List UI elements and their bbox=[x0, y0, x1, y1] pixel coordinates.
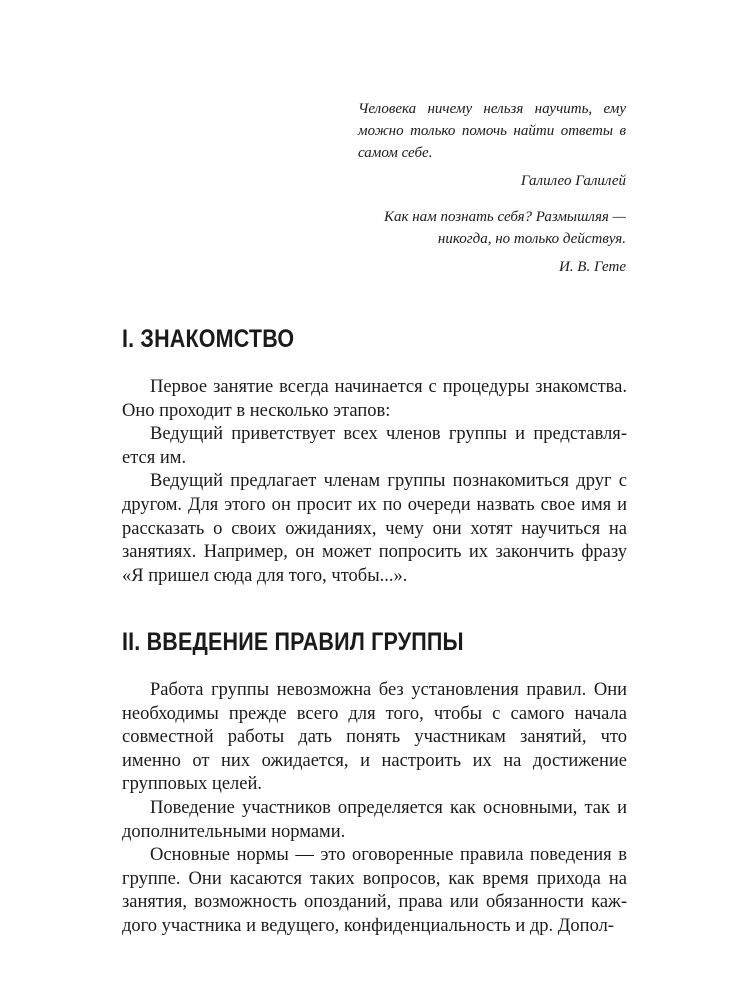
epigraph-author: Галилео Галилей bbox=[520, 173, 626, 189]
epigraph-author: И. В. Гете bbox=[558, 259, 626, 275]
paragraph: Поведение участников определяется как основными, так и дополнительными нормами. bbox=[122, 797, 627, 842]
epigraphs bbox=[358, 98, 626, 292]
epigraph-goethe bbox=[358, 206, 626, 278]
section-group-rules bbox=[122, 628, 627, 939]
epigraph-galileo bbox=[358, 98, 626, 192]
section-heading: I. ЗНАКОМСТВО bbox=[122, 325, 295, 353]
section-introduction bbox=[122, 325, 627, 588]
section-heading: II. ВВЕДЕНИЕ ПРАВИЛ ГРУППЫ bbox=[122, 628, 464, 656]
epigraph-text: Человека ничему нельзя научить, ему можно только помочь найти ответы в самом себе. bbox=[358, 101, 626, 161]
paragraph: Основные нормы — это оговоренные правила поведения в группе. Они касаются таких вопросов, как время прихода на занятия, возможность опозданий, права или обязанности каждого участника и ведущего, конфиденциальность и др. Допол- bbox=[122, 845, 627, 936]
paragraph: Первое занятие всегда начинается с процедуры знакомства. Оно проходит в несколько этапов: bbox=[122, 377, 627, 421]
paragraph: Ведущий предлагает членам группы познакомиться друг с другом. Для этого он просит их по очереди назвать свое имя и рассказать о своих ожиданиях, чему они хотят научиться на занятиях. Например, он может попросить их закончить фразу «Я пришел сюда для того, чтобы...». bbox=[122, 471, 627, 586]
paragraph: Работа группы невозможна без установления правил. Они необходимы прежде всего для того, чтобы с самого начала совместной работы дать понять участникам занятий, что именно от них ожидается, и настроить их на достижение групповых целей. bbox=[122, 680, 627, 795]
epigraph-text: Как нам познать себя? Размышляя — никогда, но только действуя. bbox=[383, 209, 626, 247]
paragraph: Ведущий приветствует всех членов группы и представляется им. bbox=[122, 424, 627, 468]
